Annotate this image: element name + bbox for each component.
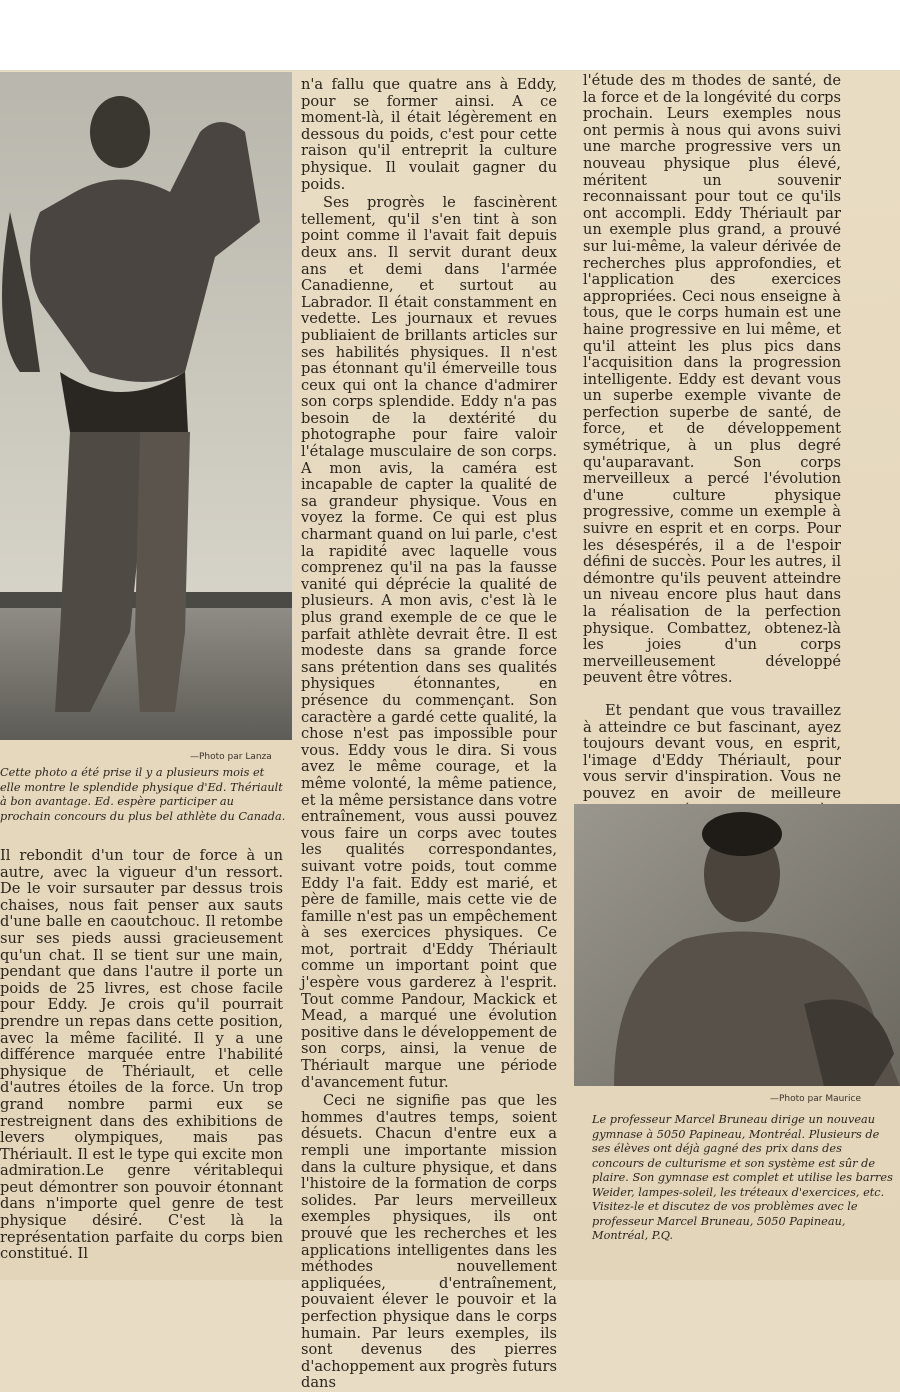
photo-credit-left: —Photo par Lanza: [190, 752, 272, 762]
top-margin: [0, 0, 900, 70]
paragraph: Il rebondit d'un tour de force à un autre, avec la vigueur d'un ressort. De le voir sursauter par dessus trois chaises, nous fait penser aux sauts d'une balle en caoutchouc. Il retombe sur ses pieds aussi gracieusement qu'un chat. Il se tient sur une main, pendant que dans l'autre il porte un poids de 25 livres, est chose facile pour Eddy. Je crois qu'il pourrait prendre un repas dans cette position, avec la même facilité. Il y a une différence marquée entre l'habilité physique de Thériault, et celle d'autres étoiles de la force. Un trop grand nombre parmi eux se restreignent dans des exhibitions de levers olympiques, mais pas Thériault. Il est le type qui excite mon admiration.Le genre véritablequi peut démontrer son pouvoir étonnant dans n'importe quel genre de test physique désiré. C'est là la représentation parfaite du corps bien constitué. Il: [0, 847, 283, 1263]
photo-portrait-bruneau: [574, 804, 900, 1086]
article-column-middle: [301, 77, 557, 1392]
photo-bodybuilder-beach: [0, 72, 292, 740]
paragraph: Et pendant que vous travaillez à atteindre ce but fascinant, ayez toujours devant vous, en esprit, l'image d'Eddy Thériault, pour vous servir d'inspiration. Vous ne pouvez en avoir de meilleure: [583, 701, 841, 802]
paragraph: Ceci ne signifie pas que les hommes d'autres temps, soient désuets. Chacun d'entre eux a rempli une importante mission dans la culture physique, et dans l'histoire de la formation de corps solides. Par leurs merveilleux exemples physiques, ils ont prouvé que les recherches et les applications intelligentes dans les méthodes nouvellement appliquées, d'entraînement, pouvaient élever le pouvoir et la perfection physique dans le corps humain. Par leurs exemples, ils sont devenus des pierres d'achoppement aux progrès futurs dans: [301, 1092, 557, 1392]
article-column-left: [0, 848, 283, 1263]
paragraph: Ses progrès le fascinèrent tellement, qu'il s'en tint à son point comme il l'avait fait depuis deux ans. Il servit durant deux ans et demi dans l'armée Canadienne, et surtout au Labrador. Il était constamment en vedette. Les journaux et revues publiaient de brillants articles sur ses habilités physiques. Il n'est pas étonnant qu'il émerveille tous ceux qui ont la chance d'admirer son corps splendide. Eddy n'a pas besoin de la dextérité du photographe pour faire valoir l'étalage musculaire de son corps. A mon avis, la caméra est incapable de capter la qualité de sa grandeur physique. Vous en voyez la forme. Ce qui est plus charmant quand on lui parle, c'est la rapidité avec laquelle vous comprenez qu'il na pas la fausse vanité qui déprécie la qualité de plusieurs. A mon avis, c'est là le plus grand exemple de ce que le parfait athlète devrait être. Il est modeste dans sa grande force sans prétention dans ses qualités physiques étonnantes, en présence du commençant. Son caractère a gardé cette qualité, la chose n'est pas impossible pour vous. Eddy vous le dira. Si vous avez le même courage, et la même volonté, la même patience, et la même persistance dans votre entraînement, vous aussi pouvez vous faire un corps avec toutes les qualités correspondantes, suivant votre poids, tout comme Eddy l'a fait. Eddy est marié, et père de famille, mais cette vie de famille n'est pas un empêchement à ses exercices physiques. Ce mot, portrait d'Eddy Thériault comme un important point que j'espère vous garderez à l'esprit. Tout comme Pandour, Mackick et Mead, a marqué une évolution positive dans le développement de son corps, ainsi, la venue de Thériault marque une période d'avancement futur.: [301, 194, 557, 1091]
photo-caption-right: Le professeur Marcel Bruneau dirige un nouveau gymnase à 5050 Papineau, Montréal. Plusieurs de ses élèves ont déjà gagné des prix dans des concours de culturisme et son système est sûr de plaire. Son gymnase est complet et utilise les barres Weider, lampes-soleil, les tréteaux d'exercices, etc. Visitez-le et discutez de vos problèmes avec le professeur Marcel Bruneau, 5050 Papineau, Montréal, P.Q.: [592, 1113, 893, 1242]
photo-credit-right: —Photo par Maurice: [770, 1094, 861, 1104]
paragraph: n'a fallu que quatre ans à Eddy, pour se former ainsi. A ce moment-là, il était légèrement en dessous du poids, c'est pour cette raison qu'il entreprit la culture physique. Il voulait gagner du poids.: [301, 76, 557, 193]
photo-caption-left: Cette photo a été prise il y a plusieurs mois et elle montre le splendide physique d'Ed. Thériault à bon avantage. Ed. espère participer au prochain concours du plus bel athlète du Canada.: [0, 766, 286, 823]
article-column-right: [583, 73, 841, 869]
paragraph: l'étude des m thodes de santé, de la force et de la longévité du corps prochain. Leurs exemples nous ont permis à nous qui avons suivi une marche progressive vers un nouveau physique plus élevé, méritent un souvenir reconnaissant pour tout ce qu'ils ont accompli. Eddy Thériault par un exemple plus grand, a prouvé sur lui-même, la valeur dérivée de recherches plus approfondies, et l'application des exercices appropriées. Ceci nous enseigne à tous, que le corps humain est une haine progressive en lui même, et qu'il atteint les plus pics dans l'acquisition dans la progression intelligente. Eddy est devant vous un superbe exemple vivante de perfection superbe de santé, de force, et de développement symétrique, à un plus degré qu'auparavant. Son corps merveilleux a percé l'évolution d'une culture physique progressive, comme un exemple à suivre en esprit et en corps. Pour les désespérés, il a de l'espoir défini de succès. Pour les autres, il démontre qu'ils peuvent atteindre un niveau encore plus haut dans la réalisation de la perfection physique. Combattez, obtenez-là les joies d'un corps merveilleusement développé peuvent être vôtres.: [583, 72, 841, 687]
